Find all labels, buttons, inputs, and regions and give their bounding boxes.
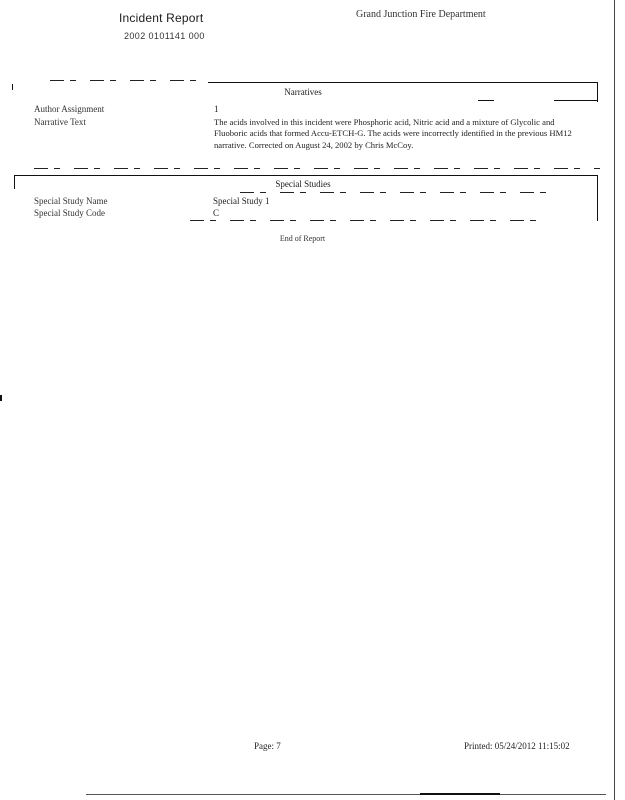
incident-number: 2002 0101141 000: [124, 31, 205, 41]
special-studies-heading: Special Studies: [275, 179, 331, 189]
special-studies-box-top: [14, 175, 598, 176]
narratives-header-rule: [478, 100, 494, 101]
field-value-narrative-text: The acids involved in this incident were Phosphoric acid, Nitric acid and a mixture of Glycolic and Fluoboric acids that formed Accu-ETCH-G. The acids were incorrectly identified in the previous HM12 narrative. Corrected on August 24, 2002 by Chris McCoy.: [214, 117, 572, 150]
report-title: Incident Report: [119, 11, 204, 25]
field-value-special-study-code: C: [213, 208, 220, 218]
page-number: Page: 7: [254, 741, 281, 751]
field-label-special-study-name: Special Study Name: [34, 196, 108, 206]
department-name: Grand Junction Fire Department: [356, 9, 486, 20]
narratives-heading: Narratives: [284, 87, 322, 97]
special-studies-header-rule: [240, 192, 560, 193]
narratives-header-rule: [554, 100, 598, 101]
special-studies-bottom-rule: [190, 220, 540, 221]
field-label-author-assignment: Author Assignment: [34, 104, 105, 114]
printed-timestamp: Printed: 05/24/2012 11:15:02: [464, 741, 570, 751]
left-edge-mark: [12, 84, 13, 90]
special-studies-box-right: [597, 175, 598, 221]
narratives-bottom-rule: [34, 168, 600, 169]
left-edge-mark: [0, 395, 2, 401]
special-studies-box-left: [14, 175, 15, 189]
narratives-right-border: [597, 82, 598, 102]
footer-rule-thick: [420, 793, 500, 795]
field-label-special-study-code: Special Study Code: [34, 208, 105, 218]
field-value-author-assignment: 1: [214, 104, 219, 114]
end-of-report: End of Report: [279, 234, 326, 243]
section-top-rule: [50, 80, 210, 81]
narratives-top-line: [208, 82, 598, 83]
footer-rule: [86, 794, 606, 795]
page-edge-line: [614, 0, 615, 800]
field-label-narrative-text: Narrative Text: [34, 117, 86, 127]
field-value-special-study-name: Special Study 1: [213, 196, 270, 206]
